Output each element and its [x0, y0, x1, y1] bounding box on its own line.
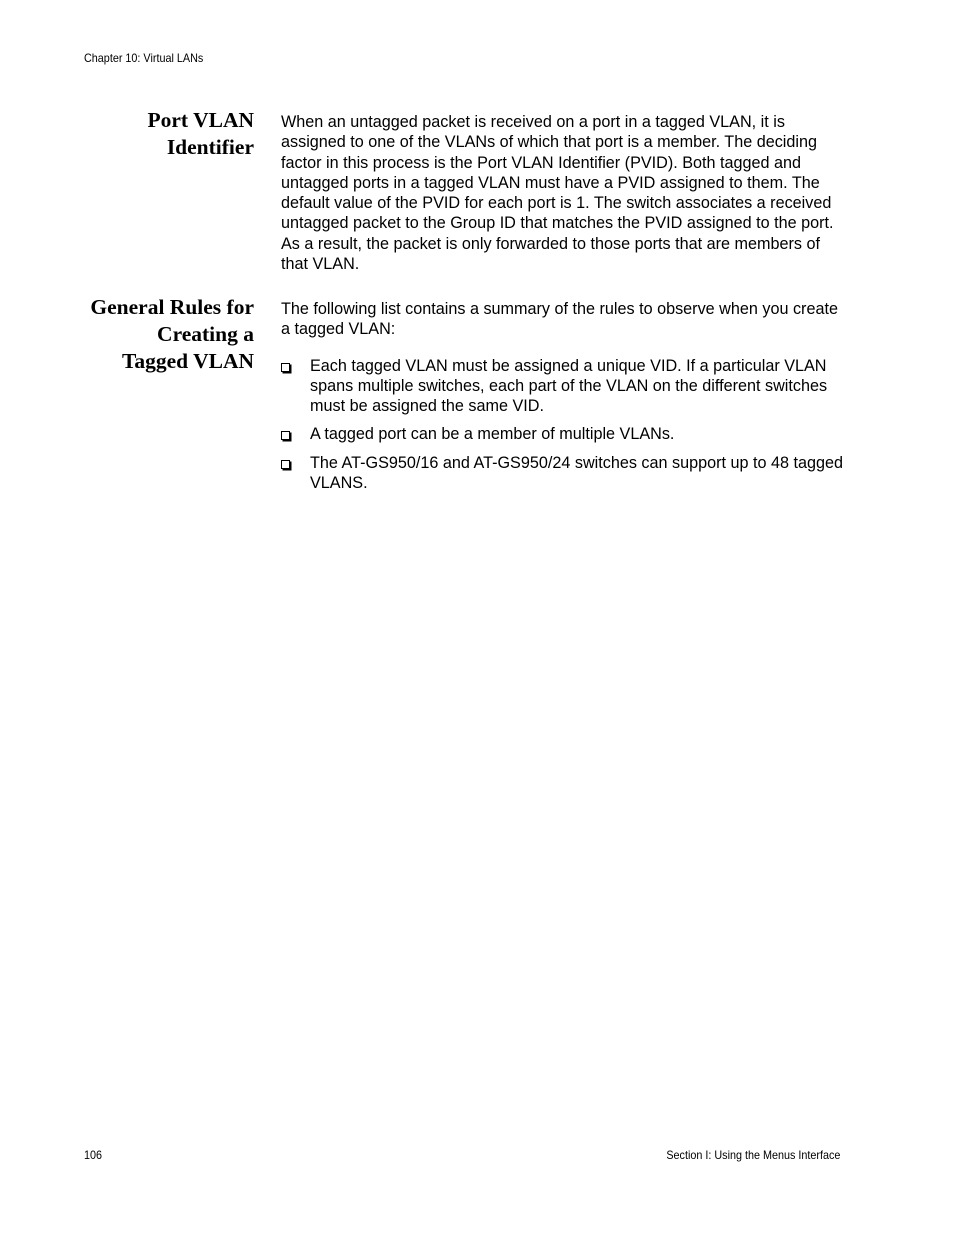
section-heading	[54, 107, 254, 161]
section-body	[281, 299, 846, 493]
list-item	[281, 356, 846, 417]
heading-line: Tagged VLAN	[121, 349, 254, 373]
body-paragraph: When an untagged packet is received on a port in a tagged VLAN, it is assigned to one of the VLANs of which that port is a member. The deciding factor in this process is the Port VLAN Identifier (PVID). Both tagged and untagged ports in a tagged VLAN must have a PVID assigned to them. The default value of the PVID for each port is 1. The switch associates a received untagged packet to the Group ID that matches the PVID assigned to the port. As a result, the packet is only forwarded to those ports that are members of that VLAN.	[281, 113, 834, 274]
intro-paragraph: The following list contains a summary of the rules to observe when you create a tagged VLAN:	[281, 300, 838, 339]
list-item	[281, 453, 846, 494]
heading-line: General Rules for	[90, 295, 254, 319]
section-body	[281, 112, 846, 274]
list-item-text: The AT-GS950/16 and AT-GS950/24 switches can support up to 48 tagged VLANS.	[310, 453, 844, 493]
rules-list	[281, 356, 846, 494]
checkbox-bullet-icon	[281, 460, 290, 469]
checkbox-bullet-icon	[281, 431, 290, 440]
heading-line: Creating a	[157, 322, 254, 346]
page-number: 106	[84, 1148, 103, 1162]
section-heading	[54, 294, 254, 375]
list-item	[281, 424, 846, 444]
heading-line: Port VLAN	[147, 108, 254, 132]
running-header: Chapter 10: Virtual LANs	[84, 51, 204, 65]
list-item-text: A tagged port can be a member of multiple VLANs.	[310, 425, 675, 444]
list-item-text: Each tagged VLAN must be assigned a unique VID. If a particular VLAN spans multiple switches, each part of the VLAN on the different switches must be assigned the same VID.	[310, 356, 828, 416]
checkbox-bullet-icon	[281, 363, 290, 372]
running-footer-section: Section I: Using the Menus Interface	[665, 1148, 840, 1162]
heading-line: Identifier	[166, 135, 254, 159]
